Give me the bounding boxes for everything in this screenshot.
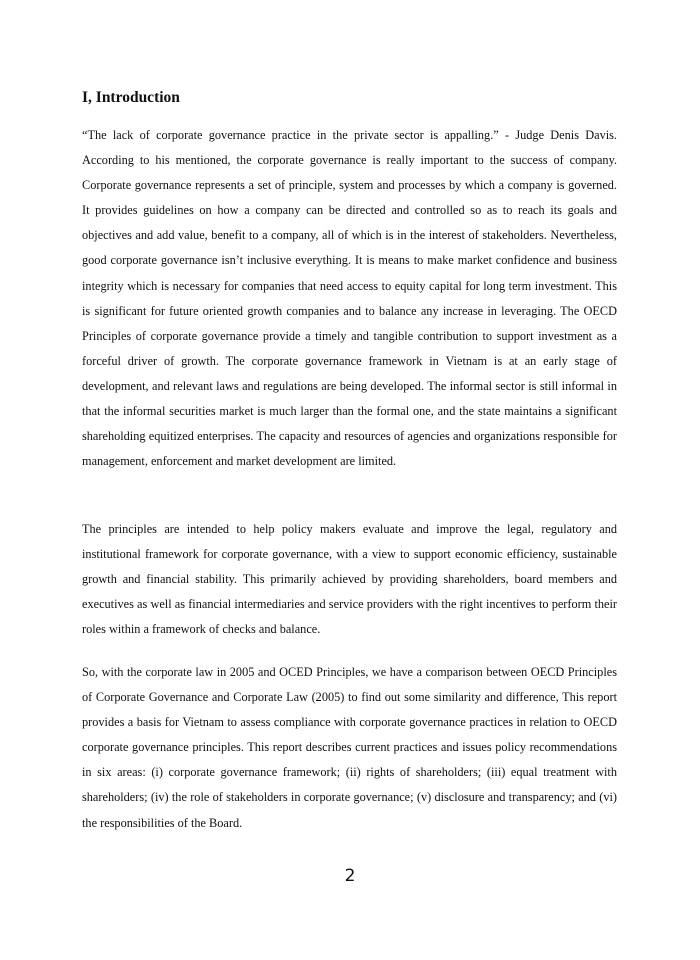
section-heading: I, Introduction	[82, 89, 180, 106]
paragraph-comparison: So, with the corporate law in 2005 and OCED Principles, we have a comparison between OECD Principles of Corporate Governance and Corporate Law (2005) to find out some similarity and difference, This report provides a basis for Vietnam to assess compliance with corporate governance practices in relation to OECD corporate governance principles. This report describes current practices and issues policy recommendations in six areas: (i) corporate governance framework; (ii) rights of shareholders; (iii) equal treatment with shareholders; (iv) the role of stakeholders in corporate governance; (v) disclosure and transparency; and (vi) the responsibilities of the Board.	[82, 665, 617, 830]
page-number: 2	[344, 866, 356, 886]
paragraph-introduction: “The lack of corporate governance practice in the private sector is appalling.” - Judge Denis Davis. According to his mentioned, the corporate governance is really important to the success of company. Corporate governance represents a set of principle, system and processes by which a company is governed. It provides guidelines on how a company can be directed and controlled so as to reach its goals and objectives and add value, benefit to a company, all of which is in the interest of stakeholders. Nevertheless, good corporate governance isn’t inclusive everything. It is means to make market confidence and business integrity which is necessary for companies that need access to equity capital for long term investment. This is significant for future oriented growth companies and to balance any increase in leveraging. The OECD Principles of corporate governance provide a timely and tangible contribution to support investment as a forceful driver of growth. The corporate governance framework in Vietnam is at an early stage of development, and relevant laws and regulations are being developed. The informal sector is still informal in that the informal securities market is much larger than the formal one, and the state maintains a significant shareholding equitized enterprises. The capacity and resources of agencies and organizations responsible for management, enforcement and market development are limited.	[82, 128, 617, 469]
paragraph-principles: The principles are intended to help policy makers evaluate and improve the legal, regulatory and institutional framework for corporate governance, with a view to support economic efficiency, sustainable growth and financial stability. This primarily achieved by providing shareholders, board members and executives as well as financial intermediaries and service providers with the right incentives to perform their roles within a framework of checks and balance.	[82, 522, 617, 637]
